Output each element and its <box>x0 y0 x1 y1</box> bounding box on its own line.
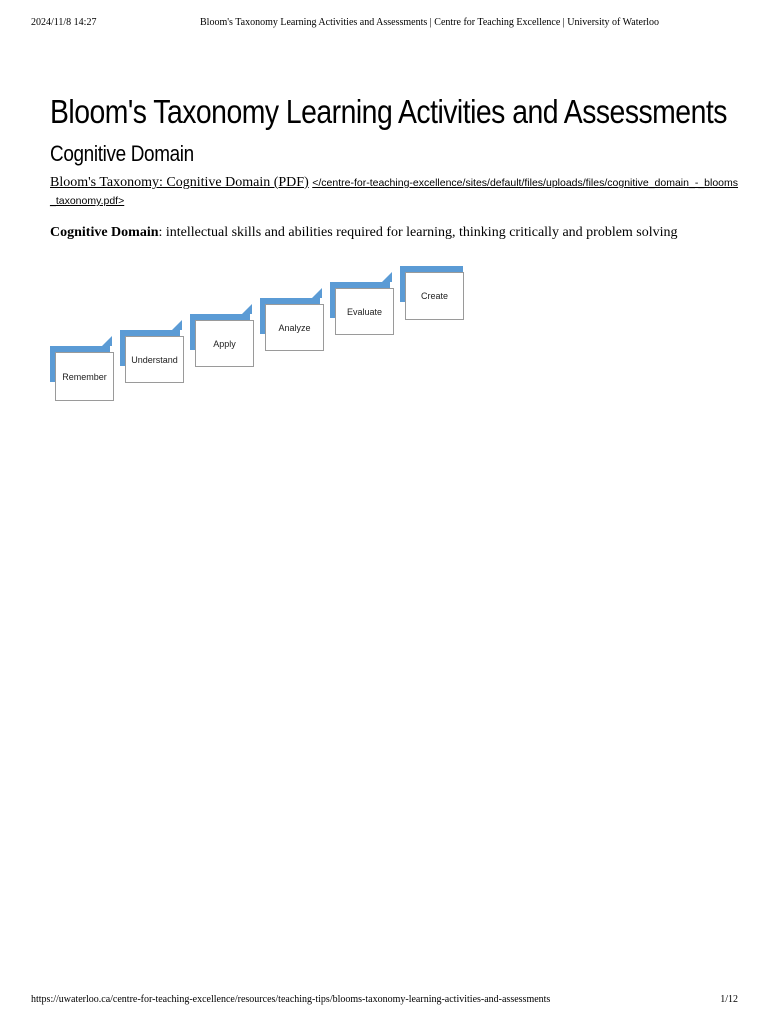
print-page-number: 1/12 <box>720 994 738 1005</box>
step-label: Apply <box>195 320 254 367</box>
print-header <box>0 13 768 33</box>
step-label: Evaluate <box>335 288 394 335</box>
print-datetime: 2024/11/8 14:27 <box>31 17 97 28</box>
step-label: Analyze <box>265 304 324 351</box>
definition-term: Cognitive Domain <box>50 225 159 240</box>
print-document-title: Bloom's Taxonomy Learning Activities and Assessments | Centre for Teaching Excellence | University of Waterloo <box>200 17 660 28</box>
step-label: Create <box>405 272 464 320</box>
section-title: Cognitive Domain <box>50 141 194 166</box>
pdf-link-line <box>50 174 740 210</box>
pdf-link-path[interactable]: </centre-for-teaching-excellence/sites/default/files/uploads/files/cognitive_domain_-_blooms_taxonomy.pdf> <box>50 177 739 207</box>
definition-text: : intellectual skills and abilities required for learning, thinking critically and problem solving <box>158 225 678 240</box>
step-label: Understand <box>125 336 184 383</box>
blooms-staircase-diagram <box>50 266 464 408</box>
main-content <box>50 92 740 242</box>
print-url: https://uwaterloo.ca/centre-for-teaching-excellence/resources/teaching-tips/blooms-taxonomy-learning-activities-and-assessments <box>31 994 551 1005</box>
step-label: Remember <box>55 352 114 401</box>
pdf-link[interactable]: Bloom's Taxonomy: Cognitive Domain (PDF) <box>50 175 309 190</box>
page-title: Bloom's Taxonomy Learning Activities and Assessments <box>50 93 727 130</box>
definition-paragraph <box>50 224 740 242</box>
print-footer <box>0 990 768 1010</box>
